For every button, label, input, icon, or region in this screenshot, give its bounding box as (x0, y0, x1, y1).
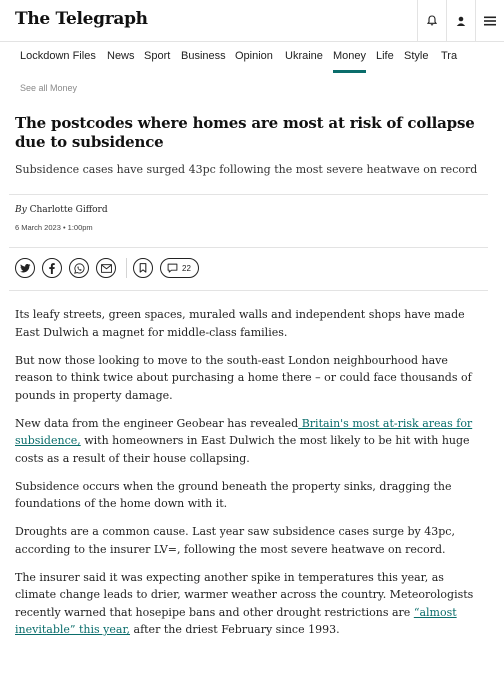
telegraph-logo[interactable]: The Telegraph (15, 9, 148, 29)
share-facebook-button[interactable] (42, 258, 62, 278)
article-standfirst: Subsidence cases have surged 43pc following the most severe heatwave on record (15, 163, 478, 176)
menu-icon (484, 16, 496, 26)
paragraph (15, 569, 485, 639)
nav-item-money[interactable]: Money (333, 50, 367, 62)
bell-icon (427, 15, 437, 26)
share-twitter-button[interactable] (15, 258, 35, 278)
divider (9, 194, 488, 195)
save-article-button[interactable] (133, 258, 153, 278)
paragraph: Droughts are a common cause. Last year saw subsidence cases surge by 43pc, according to the insurer LV=, following the most severe heatwave on record. (15, 525, 455, 556)
nav-item-travel[interactable]: Tra (441, 50, 458, 62)
paragraph (15, 415, 485, 468)
comment-count: 22 (182, 263, 191, 273)
paragraph: Subsidence occurs when the ground beneath the property sinks, dragging the foundations of the home down with it. (15, 479, 452, 510)
nav-item-news[interactable]: News (107, 50, 135, 62)
article-body (15, 306, 485, 649)
comment-icon (167, 263, 178, 273)
email-icon (101, 264, 112, 273)
share-bar (15, 258, 199, 278)
see-all-money-link[interactable]: See all Money (20, 83, 78, 93)
header-actions (417, 0, 504, 41)
bookmark-icon (139, 263, 147, 273)
almost-inevitable-link[interactable]: “almost inevitable” this year, (15, 605, 457, 636)
paragraph-text: New data from the engineer Geobear has revealed (15, 416, 299, 430)
facebook-icon (49, 263, 55, 274)
section-nav (0, 42, 504, 74)
paragraph: Its leafy streets, green spaces, muraled walls and independent shops have made East Dulwich a magnet for middle-class families. (15, 308, 465, 339)
nav-item-sport[interactable]: Sport (144, 50, 171, 62)
paragraph-text: after the driest February since 1993. (130, 623, 340, 636)
account-button[interactable] (446, 0, 475, 41)
notifications-button[interactable] (417, 0, 446, 41)
account-icon (456, 16, 466, 26)
byline-prefix: By (15, 205, 27, 215)
share-whatsapp-button[interactable] (69, 258, 89, 278)
paragraph-text: with homeowners in East Dulwich the most likely to be hit with huge costs as a result of their house collapsing. (15, 434, 470, 465)
nav-item-lockdown-files[interactable]: Lockdown Files (20, 50, 96, 62)
nav-item-life[interactable]: Life (376, 50, 394, 62)
site-header (0, 0, 504, 42)
divider (9, 247, 488, 248)
author-link[interactable]: Charlotte Gifford (29, 205, 108, 215)
menu-button[interactable] (475, 0, 504, 41)
article-headline: The postcodes where homes are most at risk of collapse due to subsidence (15, 114, 475, 151)
nav-item-opinion[interactable]: Opinion (235, 50, 273, 62)
share-divider (126, 258, 127, 278)
share-email-button[interactable] (96, 258, 116, 278)
paragraph-text: The insurer said it was expecting another spike in temperatures this year, as climate change leads to drier, warmer weather across the country. Meteorologists recently warned that hosepipe bans and other drought restrictions are (15, 570, 474, 619)
nav-item-ukraine[interactable]: Ukraine (285, 50, 323, 62)
twitter-icon (20, 264, 31, 273)
publish-date: 6 March 2023 • 1:00pm (15, 223, 93, 232)
divider (9, 290, 488, 291)
comments-button[interactable] (160, 258, 199, 278)
nav-item-business[interactable]: Business (181, 50, 226, 62)
at-risk-areas-link[interactable]: Britain's most at-risk areas for subsidence, (15, 416, 473, 447)
whatsapp-icon (74, 263, 85, 274)
paragraph: But now those looking to move to the south-east London neighbourhood have reason to think twice about purchasing a home there – or could face thousands of pounds in property damage. (15, 353, 472, 402)
nav-item-style[interactable]: Style (404, 50, 429, 62)
byline (15, 205, 108, 215)
